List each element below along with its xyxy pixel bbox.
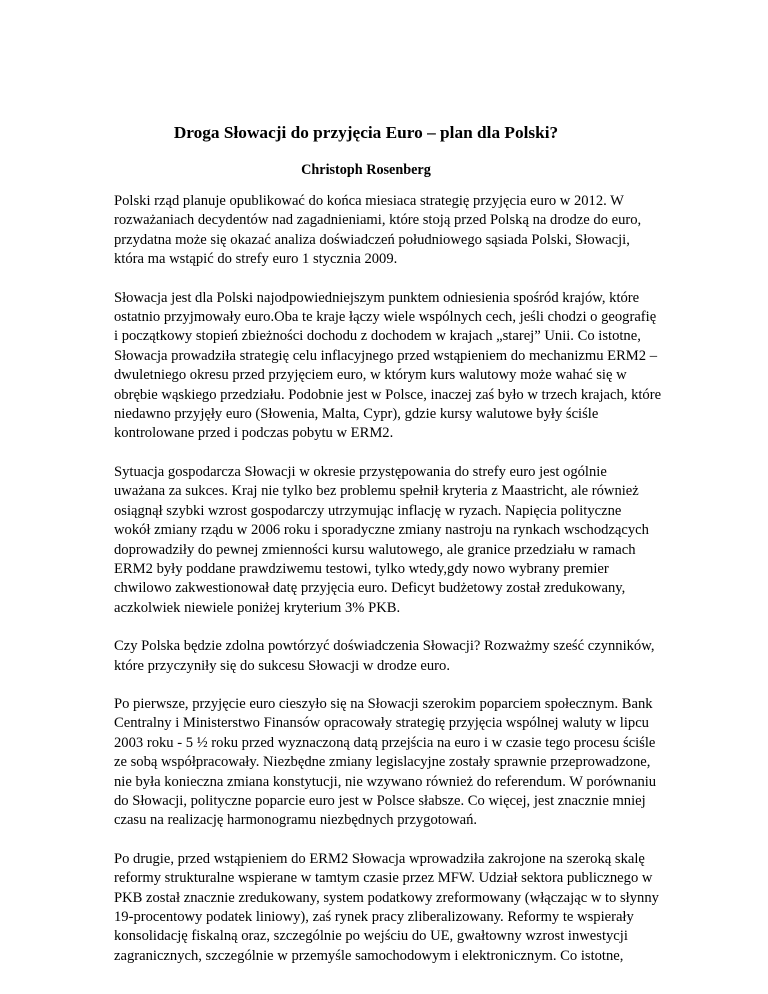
paragraph — [114, 192, 642, 270]
text-line: konsolidację fiskalną oraz, szczególnie po wejściu do UE, gwałtowny wzrost inwestycji — [114, 928, 628, 945]
text-line: obrębie wąskiego przedziału. Podobnie jest w Polsce, inaczej zaś było w trzech krajach, które — [114, 386, 662, 403]
text-line: ostatnio przyjmowały euro.Oba te kraje łączy wiele wspólnych cech, jeśli chodzi o geografię — [114, 309, 657, 326]
text-line: chwilowo zakwestionował datę przyjęcia euro. Deficyt budżetowy został zredukowany, — [114, 580, 626, 597]
document-title: Droga Słowacji do przyjęcia Euro – plan dla Polski? — [173, 123, 559, 142]
text-line: rozważaniach decydentów nad zagadnieniami, które stoją przed Polską na drodze do euro, — [114, 212, 642, 229]
paragraph — [114, 850, 659, 966]
text-line: ze sobą współpracowały. Niezbędne zmiany legislacyjne zostały sprawnie przeprowadzone, — [114, 754, 651, 771]
paragraph — [114, 463, 649, 618]
text-line: uważana za sukces. Kraj nie tylko bez problemu spełnił kryteria z Maastricht, ale również — [114, 483, 639, 500]
text-line: reformy strukturalne wspierane w tamtym czasie przez MFW. Udział sektora publicznego w — [114, 870, 653, 887]
text-line: 2003 roku - 5 ½ roku przed wyznaczoną datą przejścia na euro i w czasie tego procesu ściśle — [114, 734, 656, 751]
text-line: Centralny i Ministerstwo Finansów opracowały strategię przyjęcia wspólnej waluty w lipcu — [114, 715, 649, 732]
text-line: Słowacja jest dla Polski najodpowiedniejszym punktem odniesienia spośród krajów, które — [114, 289, 640, 306]
text-line: Po pierwsze, przyjęcie euro cieszyło się na Słowacji szerokim poparciem społecznym. Bank — [114, 695, 653, 712]
text-line: kontrolowane przed i podczas pobytu w ERM2. — [114, 425, 394, 442]
author-name: Christoph Rosenberg — [301, 162, 431, 178]
paragraph — [114, 289, 662, 444]
paragraph — [114, 695, 657, 831]
text-line: ERM2 były poddane prawdziwemu testowi, tylko wtedy,gdy nowo wybrany premier — [114, 560, 609, 577]
text-line: Po drugie, przed wstąpieniem do ERM2 Słowacja wprowadziła zakrojone na szeroką skalę — [114, 850, 645, 867]
text-line: i początkowy stopień zbieżności dochodu z dochodem w krajach „starej” Unii. Co istotne, — [114, 328, 641, 345]
text-line: aczkolwiek niewiele poniżej kryterium 3% PKB. — [114, 599, 401, 616]
text-line: dwuletniego okresu przed przyjęciem euro, w którym kurs walutowy może wahać się w — [114, 367, 627, 384]
text-line: nie była konieczna zmiana konstytucji, nie wzywano również do referendum. W porównaniu — [114, 773, 657, 790]
text-line: Sytuacja gospodarcza Słowacji w okresie przystępowania do strefy euro jest ogólnie — [114, 463, 607, 480]
text-line: Czy Polska będzie zdolna powtórzyć doświadczenia Słowacji? Rozważmy sześć czynników, — [114, 638, 655, 655]
text-line: doprowadziły do pewnej zmienności kursu walutowego, ale granice przedziału w ramach — [114, 541, 636, 558]
text-line: 19-procentowy podatek liniowy), zaś rynek pracy zliberalizowany. Reformy te wspierały — [114, 909, 634, 925]
text-line: która ma wstąpić do strefy euro 1 stycznia 2009. — [114, 251, 398, 268]
text-line: przydatna może się okazać analiza doświadczeń południowego sąsiada Polski, Słowacji, — [114, 231, 630, 248]
text-line: Słowacja prowadziła strategię celu inflacyjnego przed wstąpieniem do mechanizmu ERM2 – — [114, 347, 658, 364]
text-line: zagranicznych, szczególnie w przemyśle samochodowym i elektronicznym. Co istotne, — [114, 947, 624, 964]
text-line: osiągnął szybki wzrost gospodarczy utrzymując inflację w ryzach. Napięcia polityczne — [114, 502, 622, 519]
text-line: które przyczyniły się do sukcesu Słowacji w drodze euro. — [114, 657, 450, 674]
text-line: czasu na realizację harmonogramu niezbędnych przygotowań. — [114, 812, 478, 829]
text-line: niedawno przyjęły euro (Słowenia, Malta, Cypr), gdzie kursy walutowe były ściśle — [114, 406, 599, 423]
text-line: wokół zmiany rządu w 2006 roku i sporadyczne zmiany nastroju na rynkach wschodzących — [114, 522, 649, 539]
text-line: do Słowacji, polityczne poparcie euro jest w Polsce słabsze. Co więcej, jest znacznie mniej — [114, 792, 646, 809]
paragraph — [114, 637, 655, 676]
text-line: Polski rząd planuje opublikować do końca miesiaca strategię przyjęcia euro w 2012. W — [114, 193, 624, 209]
text-line: PKB został znacznie zredukowany, system podatkowy zreformowany (włączając w to słynny — [114, 889, 659, 906]
document-body — [114, 192, 662, 966]
